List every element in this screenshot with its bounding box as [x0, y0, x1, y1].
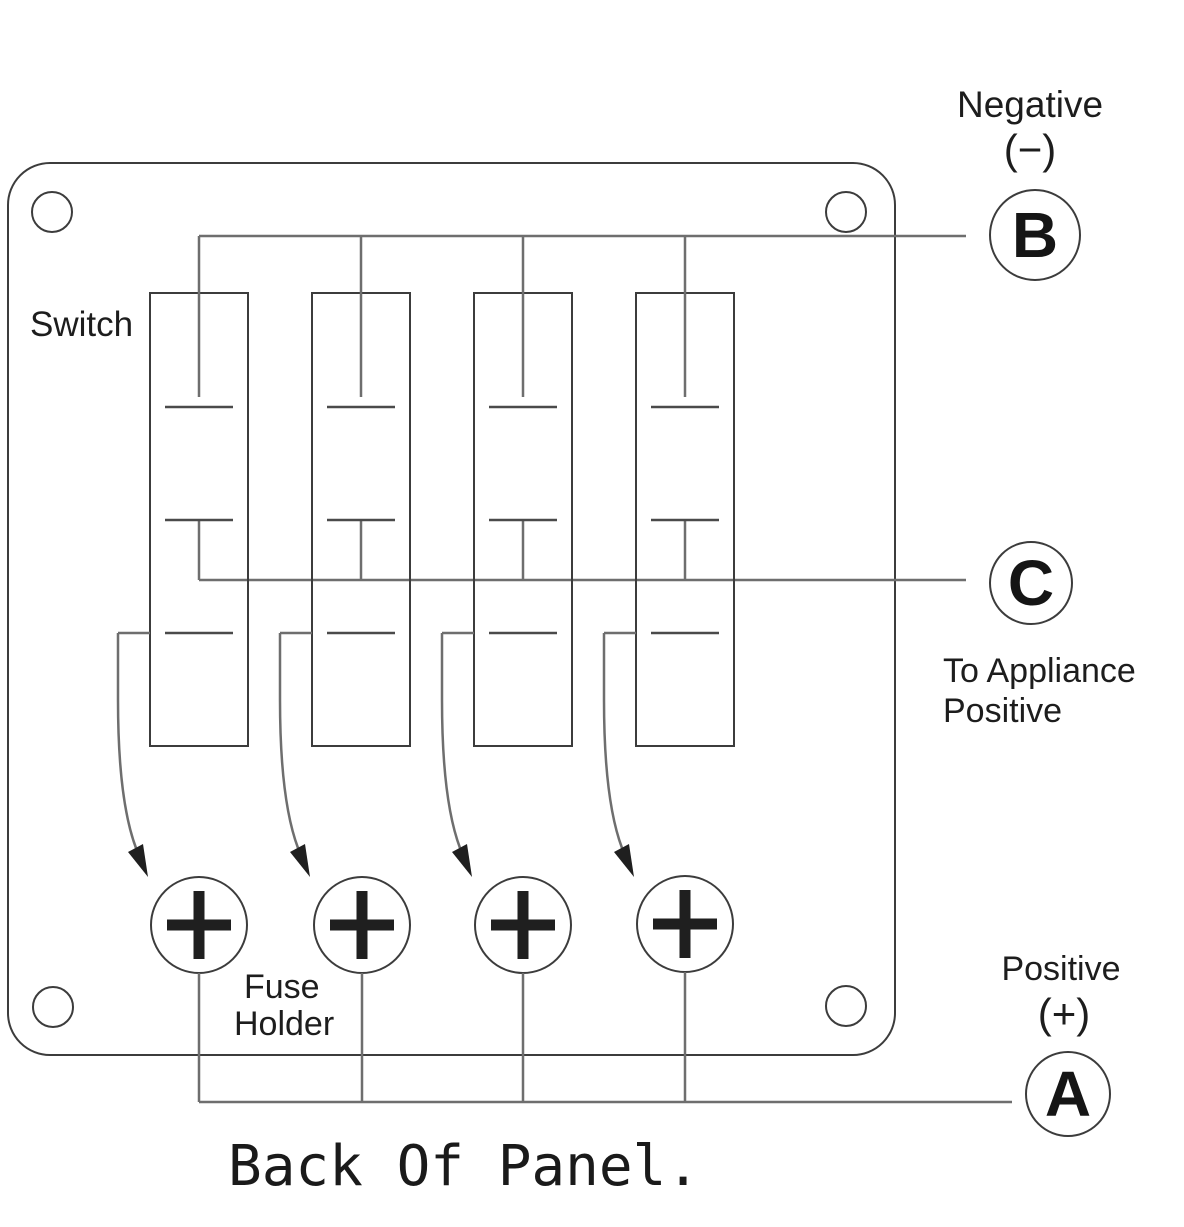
fuse-holder-1-plus-icon	[167, 891, 231, 959]
switch-1-arrowhead-icon	[128, 844, 148, 877]
panel-outline	[8, 163, 895, 1055]
mounting-hole-bottom-right	[826, 986, 866, 1026]
mounting-hole-top-left	[32, 192, 72, 232]
switch-3-fuse-lead	[442, 633, 460, 848]
fuse-holder-1	[151, 877, 247, 1102]
terminal-c-title-line2: Positive	[943, 692, 1063, 730]
fuse-holder-label-line1: Fuse	[244, 968, 320, 1006]
wire-buses-group	[199, 236, 1012, 1102]
switch-1-fuse-lead	[118, 633, 136, 848]
terminal-a-polarity: (+)	[1037, 990, 1091, 1037]
terminal-b-title: Negative	[956, 84, 1104, 125]
fuse-holder-3	[475, 877, 571, 1102]
terminal-b-polarity: (−)	[1003, 126, 1057, 173]
mounting-hole-top-right	[826, 192, 866, 232]
terminal-c-letter: C	[1007, 547, 1055, 619]
switch-label: Switch	[30, 305, 134, 344]
fuse-holder-4	[637, 876, 733, 1102]
switch-4-fuse-lead	[604, 633, 622, 848]
fuse-holder-2-plus-icon	[330, 891, 394, 959]
terminal-a-letter: A	[1044, 1058, 1092, 1130]
switch-4-arrowhead-icon	[614, 844, 634, 877]
switch-4	[604, 236, 734, 877]
switch-2-arrowhead-icon	[290, 844, 310, 877]
terminal-a-title: Positive	[1001, 950, 1121, 988]
switch-3-arrowhead-icon	[452, 844, 472, 877]
switch-1	[118, 236, 248, 877]
panel-outline-group	[8, 163, 895, 1055]
mounting-hole-bottom-left	[33, 987, 73, 1027]
fuse-holder-3-plus-icon	[491, 891, 555, 959]
fuse-holder-label-line2: Holder	[234, 1005, 335, 1043]
switch-2	[280, 236, 410, 877]
terminal-c-title-line1: To Appliance	[943, 652, 1136, 690]
switch-2-fuse-lead	[280, 633, 298, 848]
fuse-holder-4-plus-icon	[653, 890, 717, 958]
fuse-holder-2	[314, 877, 410, 1102]
fuse-holders-group	[151, 876, 733, 1102]
switch-3	[442, 236, 572, 877]
diagram-caption: Back Of Panel.	[228, 1134, 701, 1199]
terminal-b-letter: B	[1011, 199, 1059, 271]
